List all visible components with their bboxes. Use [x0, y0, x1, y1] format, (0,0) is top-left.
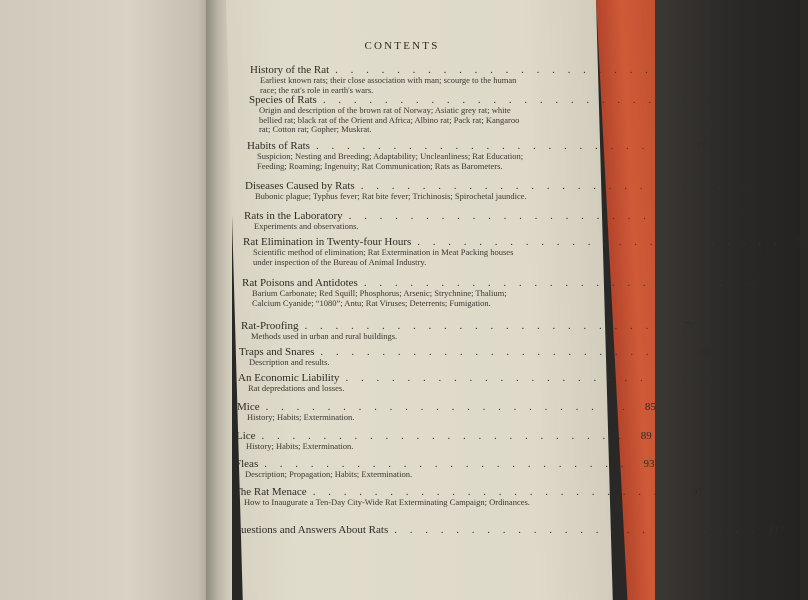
toc-entry-laboratory — [244, 210, 739, 232]
entry-title: Diseases Caused by Rats — [245, 180, 355, 192]
leader-dots: . . . . . . . . . . . . . . . . . . . . . . . . — [363, 277, 729, 289]
entry-page: 77 — [683, 320, 695, 332]
entry-description: History; Habits; Extermination. — [246, 441, 354, 451]
entry-page: 117 — [768, 524, 785, 536]
toc-entry-questions — [233, 524, 785, 536]
entry-page: 32 — [739, 180, 751, 192]
left-page — [0, 0, 215, 600]
leader-dots: . . . . . . . . . . . . . . . . . . . . . . . . — [360, 180, 725, 192]
entry-description: Suspicion; Nesting and Breeding; Adaptability; Uncleanliness; Rat Education; Feeding; Roaming; Ingenuity; Rat Communication; Rats as Barometers. — [257, 151, 524, 171]
toc-entry-mice — [237, 401, 656, 423]
toc-entry-history — [250, 64, 726, 95]
toc-entry-lice — [236, 430, 652, 452]
entry-title: History of the Rat — [250, 64, 330, 76]
entry-title: Fleas — [235, 458, 259, 470]
entry-title: Habits of Rats — [247, 140, 310, 152]
entry-description: History; Habits; Extermination. — [247, 412, 355, 422]
toc-entry-fleas — [235, 458, 655, 480]
leader-dots: . . . . . . . . . . . . . . . . . . . . . . . . — [261, 430, 626, 442]
entry-page: 89 — [640, 430, 652, 442]
entry-description: Rat depredations and losses. — [248, 383, 345, 393]
entry-page: 3 — [719, 64, 726, 76]
leader-dots: . . . . . . . . . . . . . . . . . . . . . . . . — [322, 94, 688, 106]
leader-dots: . . . . . . . . . . . . . . . . . . . . . . . . — [394, 524, 759, 536]
entry-page: 82 — [724, 372, 736, 384]
toc-entry-poisons — [242, 277, 755, 308]
leader-dots: . . . . . . . . . . . . . . . . . . . . . . . . — [345, 372, 710, 384]
entry-description: How to Inaugurate a Ten-Day City-Wide Rat Exterminating Campaign; Ordinances. — [244, 497, 530, 507]
entry-description: Scientific method of elimination; Rat Extermination in Meat Packing houses under inspection of the Bureau of Animal Industry. — [253, 247, 514, 267]
entry-title: Species of Rats — [249, 94, 317, 106]
dark-backdrop — [655, 0, 800, 600]
entry-description: Experiments and observations. — [254, 221, 359, 231]
leader-dots: . . . . . . . . . . . . . . . . . . . . . . . . — [265, 401, 630, 413]
entry-title: Mice — [237, 401, 260, 413]
entry-description: Origin and description of the brown rat of Norway; Asiatic grey rat; white bellied rat; black rat of the Orient and Africa; Albino rat; Pack rat; Kangaroo rat; Cotton rat; Gopher; Muskrat. — [259, 105, 520, 134]
entry-title: Rats in the Laboratory — [244, 210, 343, 222]
entry-page: 93 — [643, 458, 655, 470]
toc-entry-traps — [239, 346, 711, 368]
entry-page: 55 — [796, 236, 808, 248]
entry-title: Questions and Answers About Rats — [233, 524, 389, 536]
leader-dots: . . . . . . . . . . . . . . . . . . . . . . . . — [320, 346, 685, 358]
entry-page: 49 — [727, 210, 739, 222]
leader-dots: . . . . . . . . . . . . . . . . . . . . . . . . — [315, 140, 681, 152]
leader-dots: . . . . . . . . . . . . . . . . . . . . . . . . — [264, 458, 629, 470]
table-of-contents — [232, 40, 808, 536]
contents-heading: CONTENTS — [364, 40, 440, 52]
entry-description: Bubonic plague; Typhus fever; Rat bite fever; Trichinosis; Spirochetal jaundice. — [255, 191, 527, 201]
leader-dots: . . . . . . . . . . . . . . . . . . . . . . . . — [304, 320, 669, 332]
entry-title: Rat-Proofing — [241, 320, 299, 332]
entry-title: Rat Poisons and Antidotes — [242, 277, 358, 289]
leader-dots: . . . . . . . . . . . . . . . . . . . . . . . . — [348, 210, 713, 222]
entry-title: Lice — [236, 430, 256, 442]
entry-page: 64 — [743, 277, 755, 289]
entry-page: 85 — [644, 401, 656, 413]
leader-dots: . . . . . . . . . . . . . . . . . . . . . . . . — [417, 236, 782, 248]
entry-title: Traps and Snares — [239, 346, 315, 358]
entry-description: Methods used in urban and rural buildings. — [251, 331, 398, 341]
entry-page: 97 — [691, 486, 703, 498]
toc-entry-elimination — [243, 236, 808, 267]
entry-page: 17 — [695, 140, 707, 152]
entry-description: Earliest known rats; their close association with man; scourge to the human race; the rat's role in earth's wars. — [260, 75, 517, 95]
entry-page: 8 — [707, 94, 714, 106]
leader-dots: . . . . . . . . . . . . . . . . . . . . . . . . — [335, 64, 700, 76]
leader-dots: . . . . . . . . . . . . . . . . . . . . . . . . — [312, 486, 677, 498]
toc-entry-menace — [234, 486, 703, 508]
toc-entry-rat-proofing — [241, 320, 695, 342]
toc-entry-economic — [238, 372, 736, 394]
entry-page: 80 — [699, 346, 711, 358]
entry-description: Description and results. — [249, 357, 330, 367]
entry-description: Barium Carbonate; Red Squill; Phosphorus; Arsenic; Strychnine; Thalium; Calcium Cyanide; “1080”; Antu; Rat Viruses; Deterrents; Fumigation. — [252, 288, 507, 308]
entry-title: An Economic Liability — [238, 372, 340, 384]
entry-description: Description; Propagation; Habits; Extermination. — [245, 469, 413, 479]
toc-entry-diseases — [245, 180, 751, 202]
entry-title: Rat Elimination in Twenty-four Hours — [243, 236, 412, 248]
entry-title: The Rat Menace — [234, 486, 307, 498]
toc-entry-habits — [247, 140, 707, 171]
toc-entry-species — [249, 94, 714, 135]
